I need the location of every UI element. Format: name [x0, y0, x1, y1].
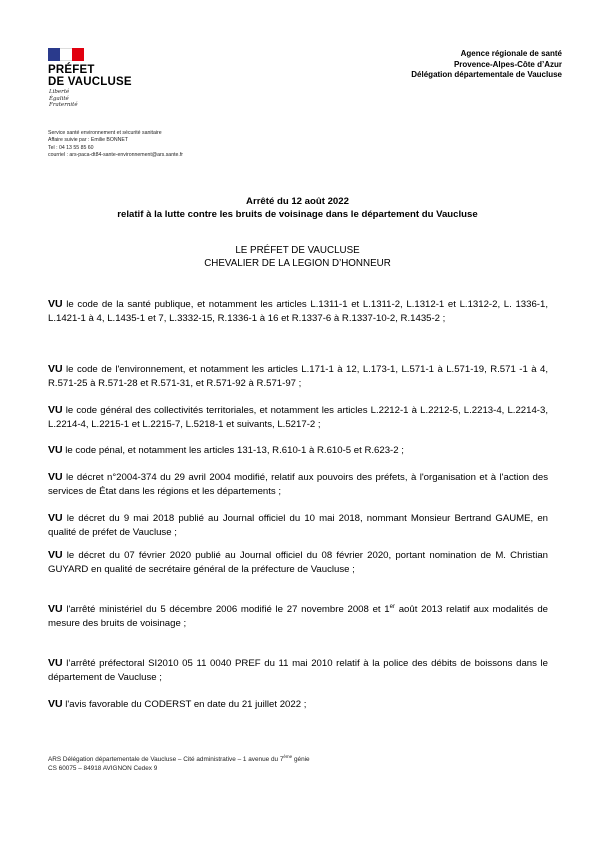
vu-text: le code de la santé publique, et notamment les articles L.1311-1 et L.1311-2, L.1312-1 et L.1312-2, L. 1336-1, L.1421-1 à 4, L.1435-1 et 7, L.3332-15, R.1336-1 à 16 et R.1337-6 à R.1337-10-2, R.1435-2 ;: [48, 299, 548, 324]
vu-keyword: VU: [48, 603, 63, 615]
vu-keyword: VU: [48, 444, 63, 456]
vu-text: le décret du 07 février 2020 publié au Journal officiel du 08 février 2020, portant nomination de M. Christian GUYARD en qualité de secrétaire général de la préfecture de Vaucluse ;: [48, 550, 548, 575]
vu-text: l’arrêté préfectoral SI2010 05 11 0040 PREF du 11 mai 2010 relatif à la police des débits de boissons dans le département de Vaucluse ;: [48, 658, 549, 683]
title-date: Arrêté du 12 août 2022: [246, 196, 349, 207]
footer-superscript: ème: [283, 753, 293, 759]
vu-keyword: VU: [48, 298, 63, 310]
prefet-logo-text: [48, 64, 132, 88]
prefet-heading: [0, 245, 595, 270]
footer-line-1-end: génie: [292, 756, 310, 763]
document-title: [0, 196, 595, 221]
vu-paragraph-7: [48, 549, 548, 577]
agency-header: [411, 49, 562, 81]
motto-egalite: Égalité: [49, 95, 69, 102]
vu-paragraph-5: [48, 471, 548, 499]
agency-line-1: Agence régionale de santé: [460, 49, 562, 58]
vu-text-superscript: er: [389, 603, 395, 610]
page-footer: [48, 755, 310, 773]
footer-address-line-1: [48, 755, 310, 764]
title-subject: relatif à la lutte contre les bruits de voisinage dans le département du Vaucluse: [117, 208, 478, 220]
motto-liberte: Liberté: [49, 89, 70, 95]
vu-paragraph-8: [48, 603, 548, 631]
republic-motto: [49, 89, 78, 109]
vu-text-part-2: août 2013 relatif aux modalités de mesure des bruits de voisinage ;: [48, 604, 549, 629]
agency-line-3: Délégation départementale de Vaucluse: [411, 70, 562, 79]
vu-paragraph-6: [48, 512, 548, 540]
logo-line-2: DE VAUCLUSE: [48, 76, 132, 88]
prefet-heading-line-1: LE PRÉFET DE VAUCLUSE: [235, 245, 360, 256]
service-contact-block: [48, 130, 183, 160]
footer-line-1-text: ARS Délégation départementale de Vaucluse – Cité administrative – 1 avenue du 7: [48, 756, 284, 763]
vu-text: le code de l'environnement, et notamment les articles L.171-1 à 12, L.173-1, L.571-1 à L.571-19, R.571 -1 à 4, R.571-25 à R.571-28 et R.571-31, et R.571-92 à R.571-97 ;: [48, 364, 549, 389]
vu-keyword: VU: [48, 512, 63, 524]
vu-keyword: VU: [48, 657, 63, 669]
service-phone: Tel : 04 13 55 85 60: [48, 144, 94, 151]
vu-text-part-1: l'arrêté ministériel du 5 décembre 2006 modifié le 27 novembre 2008 et 1: [66, 604, 390, 615]
agency-line-2: Provence-Alpes-Côte d’Azur: [453, 59, 562, 69]
vu-paragraph-10: [48, 698, 548, 712]
vu-text: le décret n°2004-374 du 29 avril 2004 modifié, relatif aux pouvoirs des préfets, à l'organisation et à l'action des services de État dans les régions et les départements ;: [48, 472, 549, 497]
motto-fraternite: Fraternité: [49, 102, 78, 109]
vu-text: le code pénal, et notamment les articles 131-13, R.610-1 à R.610-5 et R.623-2 ;: [65, 445, 404, 456]
service-email: courriel : ars-paca-dt84-sante-environnement@ars.sante.fr: [48, 152, 184, 159]
vu-keyword: VU: [48, 363, 63, 375]
vu-paragraph-2: [48, 363, 548, 391]
service-name: Service santé environnement et sécurité sanitaire: [48, 130, 162, 136]
service-contact-person: Affaire suivie par : Emilie BONNET: [48, 137, 129, 144]
vu-keyword: VU: [48, 698, 63, 710]
vu-keyword: VU: [48, 404, 63, 416]
vu-paragraph-4: [48, 444, 548, 458]
vu-keyword: VU: [48, 471, 63, 483]
vu-paragraph-3: [48, 404, 548, 432]
footer-address-line-2: CS 60075 – 84918 AVIGNON Cedex 9: [48, 765, 158, 772]
vu-text: l'avis favorable du CODERST en date du 21 juillet 2022 ;: [65, 699, 307, 710]
vu-paragraph-9: [48, 657, 548, 685]
french-flag-logo: [48, 48, 84, 61]
logo-line-1: PRÉFET: [48, 64, 95, 76]
prefet-heading-line-2: CHEVALIER DE LA LEGION D’HONNEUR: [204, 257, 391, 269]
vu-keyword: VU: [48, 549, 63, 561]
vu-text: le décret du 9 mai 2018 publié au Journal officiel du 10 mai 2018, nommant Monsieur Bertrand GAUME, en qualité de préfet de Vaucluse ;: [48, 513, 549, 538]
vu-paragraph-1: [48, 298, 548, 326]
vu-text: le code général des collectivités territoriales, et notamment les articles L.2212-1 à L.2212-5, L.2213-4, L.2214-3, L.2214-4, L.2215-1 et L.2215-7, L.5218-1 et suivants, L.5217-2 ;: [48, 405, 548, 430]
